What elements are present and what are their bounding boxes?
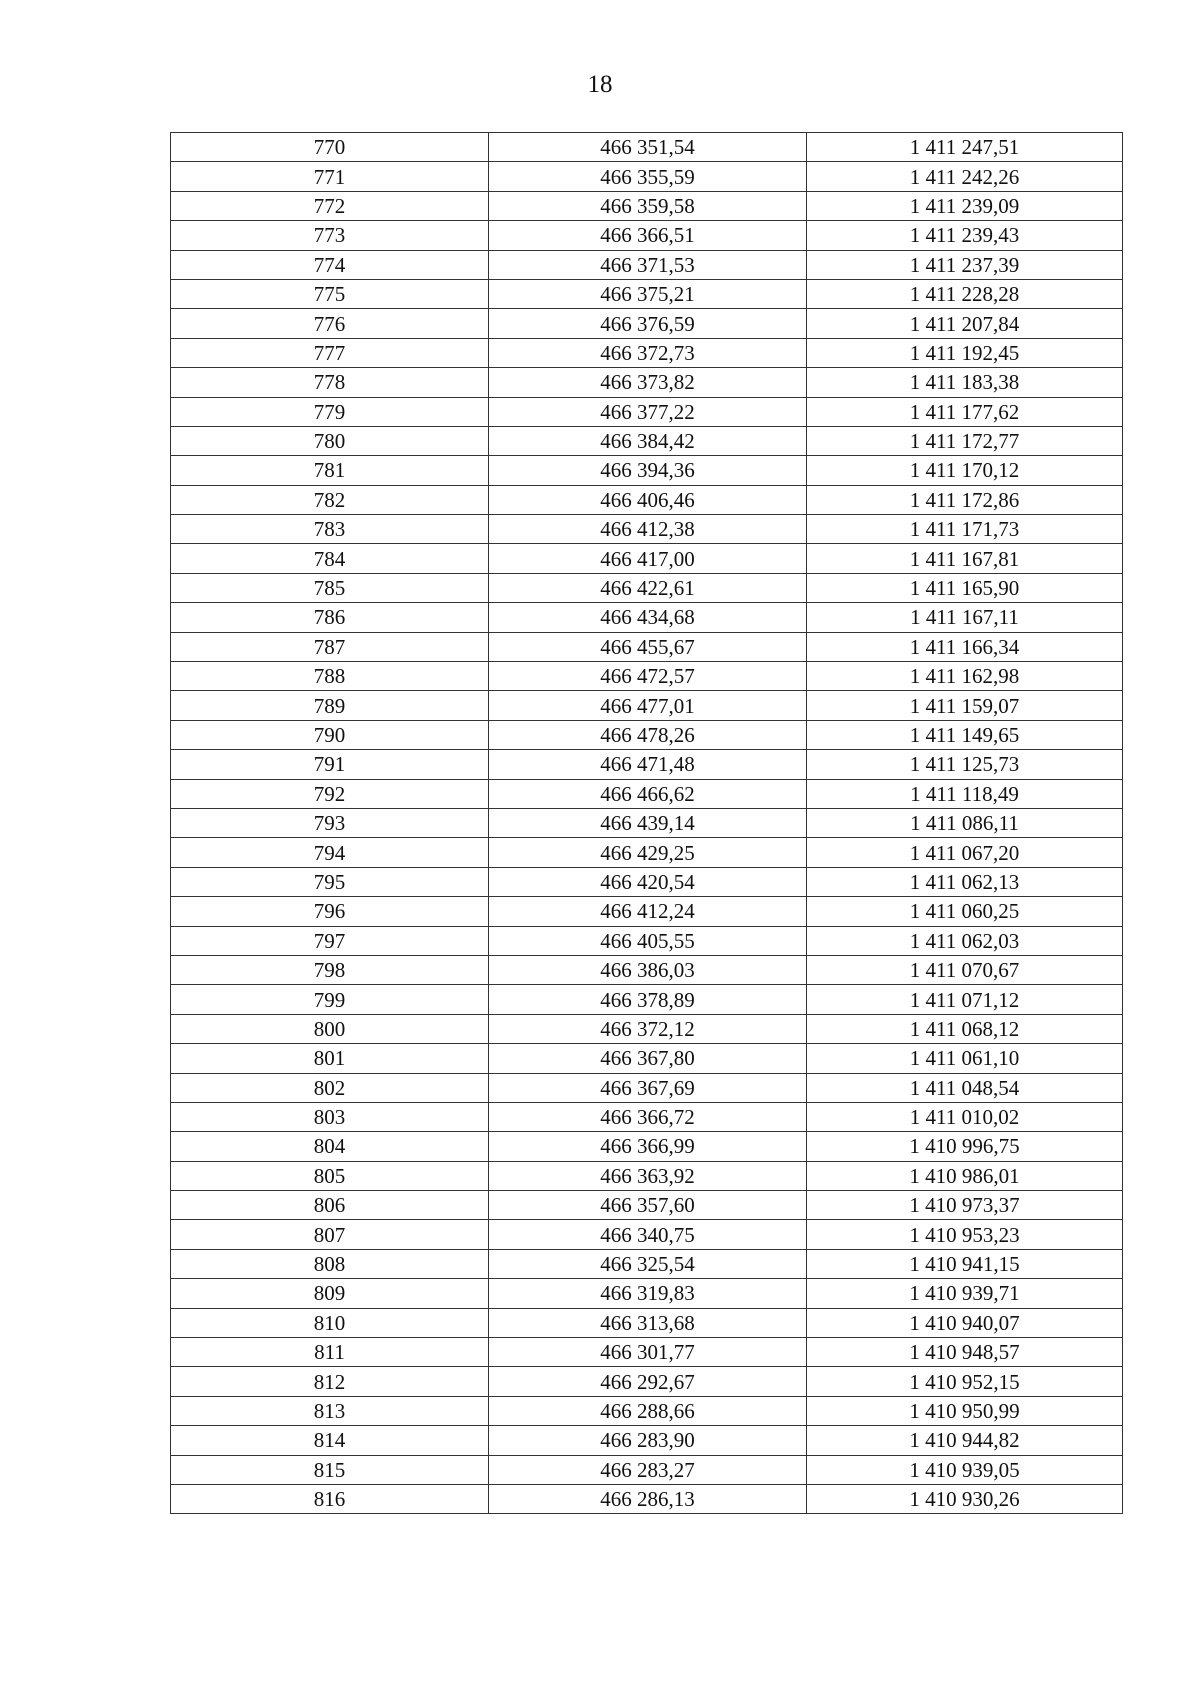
point-number-cell: 805 <box>171 1161 489 1190</box>
x-coordinate-cell: 466 372,12 <box>489 1014 807 1043</box>
table-row <box>171 603 1123 632</box>
table-row <box>171 1102 1123 1131</box>
x-coordinate-cell: 466 386,03 <box>489 955 807 984</box>
x-coordinate-cell: 466 375,21 <box>489 279 807 308</box>
point-number-cell: 795 <box>171 867 489 896</box>
y-coordinate-cell: 1 411 166,34 <box>807 632 1123 661</box>
x-coordinate-cell: 466 359,58 <box>489 191 807 220</box>
y-coordinate-cell: 1 411 167,81 <box>807 544 1123 573</box>
table-row <box>171 426 1123 455</box>
point-number-cell: 790 <box>171 720 489 749</box>
y-coordinate-cell: 1 411 149,65 <box>807 720 1123 749</box>
x-coordinate-cell: 466 405,55 <box>489 926 807 955</box>
point-number-cell: 797 <box>171 926 489 955</box>
x-coordinate-cell: 466 301,77 <box>489 1338 807 1367</box>
x-coordinate-cell: 466 325,54 <box>489 1249 807 1278</box>
y-coordinate-cell: 1 410 944,82 <box>807 1426 1123 1455</box>
point-number-cell: 786 <box>171 603 489 632</box>
x-coordinate-cell: 466 372,73 <box>489 338 807 367</box>
y-coordinate-cell: 1 411 167,11 <box>807 603 1123 632</box>
y-coordinate-cell: 1 411 068,12 <box>807 1014 1123 1043</box>
x-coordinate-cell: 466 472,57 <box>489 662 807 691</box>
table-row <box>171 456 1123 485</box>
table-row <box>171 1220 1123 1249</box>
point-number-cell: 772 <box>171 191 489 220</box>
x-coordinate-cell: 466 378,89 <box>489 985 807 1014</box>
point-number-cell: 803 <box>171 1102 489 1131</box>
point-number-cell: 779 <box>171 397 489 426</box>
point-number-cell: 808 <box>171 1249 489 1278</box>
y-coordinate-cell: 1 411 060,25 <box>807 897 1123 926</box>
point-number-cell: 770 <box>171 133 489 162</box>
y-coordinate-cell: 1 411 170,12 <box>807 456 1123 485</box>
x-coordinate-cell: 466 439,14 <box>489 808 807 837</box>
x-coordinate-cell: 466 292,67 <box>489 1367 807 1396</box>
y-coordinate-cell: 1 411 067,20 <box>807 838 1123 867</box>
table-row <box>171 750 1123 779</box>
point-number-cell: 774 <box>171 250 489 279</box>
point-number-cell: 787 <box>171 632 489 661</box>
x-coordinate-cell: 466 283,90 <box>489 1426 807 1455</box>
table-row <box>171 1455 1123 1484</box>
y-coordinate-cell: 1 411 237,39 <box>807 250 1123 279</box>
table-row <box>171 133 1123 162</box>
y-coordinate-cell: 1 411 172,86 <box>807 485 1123 514</box>
point-number-cell: 777 <box>171 338 489 367</box>
y-coordinate-cell: 1 411 071,12 <box>807 985 1123 1014</box>
x-coordinate-cell: 466 286,13 <box>489 1484 807 1513</box>
page-number: 18 <box>587 71 613 98</box>
x-coordinate-cell: 466 366,51 <box>489 221 807 250</box>
x-coordinate-cell: 466 283,27 <box>489 1455 807 1484</box>
x-coordinate-cell: 466 434,68 <box>489 603 807 632</box>
point-number-cell: 791 <box>171 750 489 779</box>
y-coordinate-cell: 1 410 950,99 <box>807 1396 1123 1425</box>
y-coordinate-cell: 1 411 183,38 <box>807 368 1123 397</box>
y-coordinate-cell: 1 411 165,90 <box>807 573 1123 602</box>
point-number-cell: 788 <box>171 662 489 691</box>
x-coordinate-cell: 466 422,61 <box>489 573 807 602</box>
coordinates-table-body <box>171 133 1123 1514</box>
point-number-cell: 785 <box>171 573 489 602</box>
y-coordinate-cell: 1 411 247,51 <box>807 133 1123 162</box>
point-number-cell: 781 <box>171 456 489 485</box>
point-number-cell: 771 <box>171 162 489 191</box>
table-row <box>171 1073 1123 1102</box>
point-number-cell: 784 <box>171 544 489 573</box>
point-number-cell: 782 <box>171 485 489 514</box>
table-row <box>171 1367 1123 1396</box>
y-coordinate-cell: 1 410 986,01 <box>807 1161 1123 1190</box>
point-number-cell: 807 <box>171 1220 489 1249</box>
point-number-cell: 801 <box>171 1044 489 1073</box>
y-coordinate-cell: 1 411 010,02 <box>807 1102 1123 1131</box>
x-coordinate-cell: 466 466,62 <box>489 779 807 808</box>
coordinates-table <box>170 132 1123 1514</box>
table-row <box>171 720 1123 749</box>
x-coordinate-cell: 466 371,53 <box>489 250 807 279</box>
point-number-cell: 792 <box>171 779 489 808</box>
point-number-cell: 802 <box>171 1073 489 1102</box>
y-coordinate-cell: 1 411 118,49 <box>807 779 1123 808</box>
table-row <box>171 1161 1123 1190</box>
point-number-cell: 806 <box>171 1191 489 1220</box>
y-coordinate-cell: 1 410 952,15 <box>807 1367 1123 1396</box>
point-number-cell: 773 <box>171 221 489 250</box>
y-coordinate-cell: 1 411 228,28 <box>807 279 1123 308</box>
y-coordinate-cell: 1 411 061,10 <box>807 1044 1123 1073</box>
point-number-cell: 780 <box>171 426 489 455</box>
y-coordinate-cell: 1 410 930,26 <box>807 1484 1123 1513</box>
x-coordinate-cell: 466 363,92 <box>489 1161 807 1190</box>
point-number-cell: 794 <box>171 838 489 867</box>
table-row <box>171 808 1123 837</box>
table-row <box>171 1132 1123 1161</box>
table-row <box>171 368 1123 397</box>
y-coordinate-cell: 1 410 940,07 <box>807 1308 1123 1337</box>
point-number-cell: 796 <box>171 897 489 926</box>
table-row <box>171 1014 1123 1043</box>
y-coordinate-cell: 1 411 125,73 <box>807 750 1123 779</box>
point-number-cell: 776 <box>171 309 489 338</box>
x-coordinate-cell: 466 366,72 <box>489 1102 807 1131</box>
point-number-cell: 783 <box>171 515 489 544</box>
y-coordinate-cell: 1 410 973,37 <box>807 1191 1123 1220</box>
point-number-cell: 810 <box>171 1308 489 1337</box>
point-number-cell: 809 <box>171 1279 489 1308</box>
x-coordinate-cell: 466 406,46 <box>489 485 807 514</box>
table-row <box>171 926 1123 955</box>
table-row <box>171 544 1123 573</box>
x-coordinate-cell: 466 477,01 <box>489 691 807 720</box>
table-row <box>171 309 1123 338</box>
point-number-cell: 813 <box>171 1396 489 1425</box>
x-coordinate-cell: 466 394,36 <box>489 456 807 485</box>
table-row <box>171 985 1123 1014</box>
table-row <box>171 573 1123 602</box>
x-coordinate-cell: 466 412,24 <box>489 897 807 926</box>
x-coordinate-cell: 466 384,42 <box>489 426 807 455</box>
table-row <box>171 867 1123 896</box>
table-row <box>171 338 1123 367</box>
point-number-cell: 811 <box>171 1338 489 1367</box>
table-row <box>171 662 1123 691</box>
y-coordinate-cell: 1 411 159,07 <box>807 691 1123 720</box>
table-row <box>171 632 1123 661</box>
table-row <box>171 250 1123 279</box>
point-number-cell: 814 <box>171 1426 489 1455</box>
point-number-cell: 799 <box>171 985 489 1014</box>
y-coordinate-cell: 1 411 239,43 <box>807 221 1123 250</box>
table-row <box>171 838 1123 867</box>
point-number-cell: 816 <box>171 1484 489 1513</box>
table-row <box>171 897 1123 926</box>
point-number-cell: 804 <box>171 1132 489 1161</box>
table-row <box>171 691 1123 720</box>
table-row <box>171 191 1123 220</box>
x-coordinate-cell: 466 340,75 <box>489 1220 807 1249</box>
table-row <box>171 485 1123 514</box>
y-coordinate-cell: 1 410 953,23 <box>807 1220 1123 1249</box>
x-coordinate-cell: 466 417,00 <box>489 544 807 573</box>
x-coordinate-cell: 466 357,60 <box>489 1191 807 1220</box>
x-coordinate-cell: 466 288,66 <box>489 1396 807 1425</box>
table-row <box>171 1426 1123 1455</box>
x-coordinate-cell: 466 319,83 <box>489 1279 807 1308</box>
y-coordinate-cell: 1 411 162,98 <box>807 662 1123 691</box>
x-coordinate-cell: 466 429,25 <box>489 838 807 867</box>
y-coordinate-cell: 1 411 062,03 <box>807 926 1123 955</box>
y-coordinate-cell: 1 410 939,71 <box>807 1279 1123 1308</box>
x-coordinate-cell: 466 471,48 <box>489 750 807 779</box>
y-coordinate-cell: 1 410 996,75 <box>807 1132 1123 1161</box>
x-coordinate-cell: 466 351,54 <box>489 133 807 162</box>
table-row <box>171 397 1123 426</box>
y-coordinate-cell: 1 411 070,67 <box>807 955 1123 984</box>
table-row <box>171 1396 1123 1425</box>
point-number-cell: 812 <box>171 1367 489 1396</box>
table-row <box>171 1484 1123 1513</box>
x-coordinate-cell: 466 478,26 <box>489 720 807 749</box>
x-coordinate-cell: 466 367,80 <box>489 1044 807 1073</box>
y-coordinate-cell: 1 411 207,84 <box>807 309 1123 338</box>
y-coordinate-cell: 1 411 177,62 <box>807 397 1123 426</box>
y-coordinate-cell: 1 411 242,26 <box>807 162 1123 191</box>
y-coordinate-cell: 1 410 939,05 <box>807 1455 1123 1484</box>
x-coordinate-cell: 466 355,59 <box>489 162 807 191</box>
x-coordinate-cell: 466 367,69 <box>489 1073 807 1102</box>
y-coordinate-cell: 1 411 171,73 <box>807 515 1123 544</box>
x-coordinate-cell: 466 377,22 <box>489 397 807 426</box>
point-number-cell: 800 <box>171 1014 489 1043</box>
x-coordinate-cell: 466 412,38 <box>489 515 807 544</box>
y-coordinate-cell: 1 410 941,15 <box>807 1249 1123 1278</box>
point-number-cell: 793 <box>171 808 489 837</box>
table-row <box>171 221 1123 250</box>
y-coordinate-cell: 1 411 062,13 <box>807 867 1123 896</box>
table-row <box>171 1308 1123 1337</box>
point-number-cell: 815 <box>171 1455 489 1484</box>
point-number-cell: 789 <box>171 691 489 720</box>
table-row <box>171 279 1123 308</box>
point-number-cell: 798 <box>171 955 489 984</box>
y-coordinate-cell: 1 411 192,45 <box>807 338 1123 367</box>
table-row <box>171 1044 1123 1073</box>
y-coordinate-cell: 1 411 086,11 <box>807 808 1123 837</box>
table-row <box>171 1249 1123 1278</box>
point-number-cell: 778 <box>171 368 489 397</box>
table-row <box>171 162 1123 191</box>
table-row <box>171 1338 1123 1367</box>
y-coordinate-cell: 1 411 239,09 <box>807 191 1123 220</box>
x-coordinate-cell: 466 313,68 <box>489 1308 807 1337</box>
table-row <box>171 955 1123 984</box>
x-coordinate-cell: 466 373,82 <box>489 368 807 397</box>
y-coordinate-cell: 1 411 172,77 <box>807 426 1123 455</box>
y-coordinate-cell: 1 411 048,54 <box>807 1073 1123 1102</box>
table-row <box>171 515 1123 544</box>
x-coordinate-cell: 466 366,99 <box>489 1132 807 1161</box>
x-coordinate-cell: 466 420,54 <box>489 867 807 896</box>
table-row <box>171 1191 1123 1220</box>
x-coordinate-cell: 466 376,59 <box>489 309 807 338</box>
point-number-cell: 775 <box>171 279 489 308</box>
y-coordinate-cell: 1 410 948,57 <box>807 1338 1123 1367</box>
x-coordinate-cell: 466 455,67 <box>489 632 807 661</box>
table-row <box>171 1279 1123 1308</box>
table-row <box>171 779 1123 808</box>
